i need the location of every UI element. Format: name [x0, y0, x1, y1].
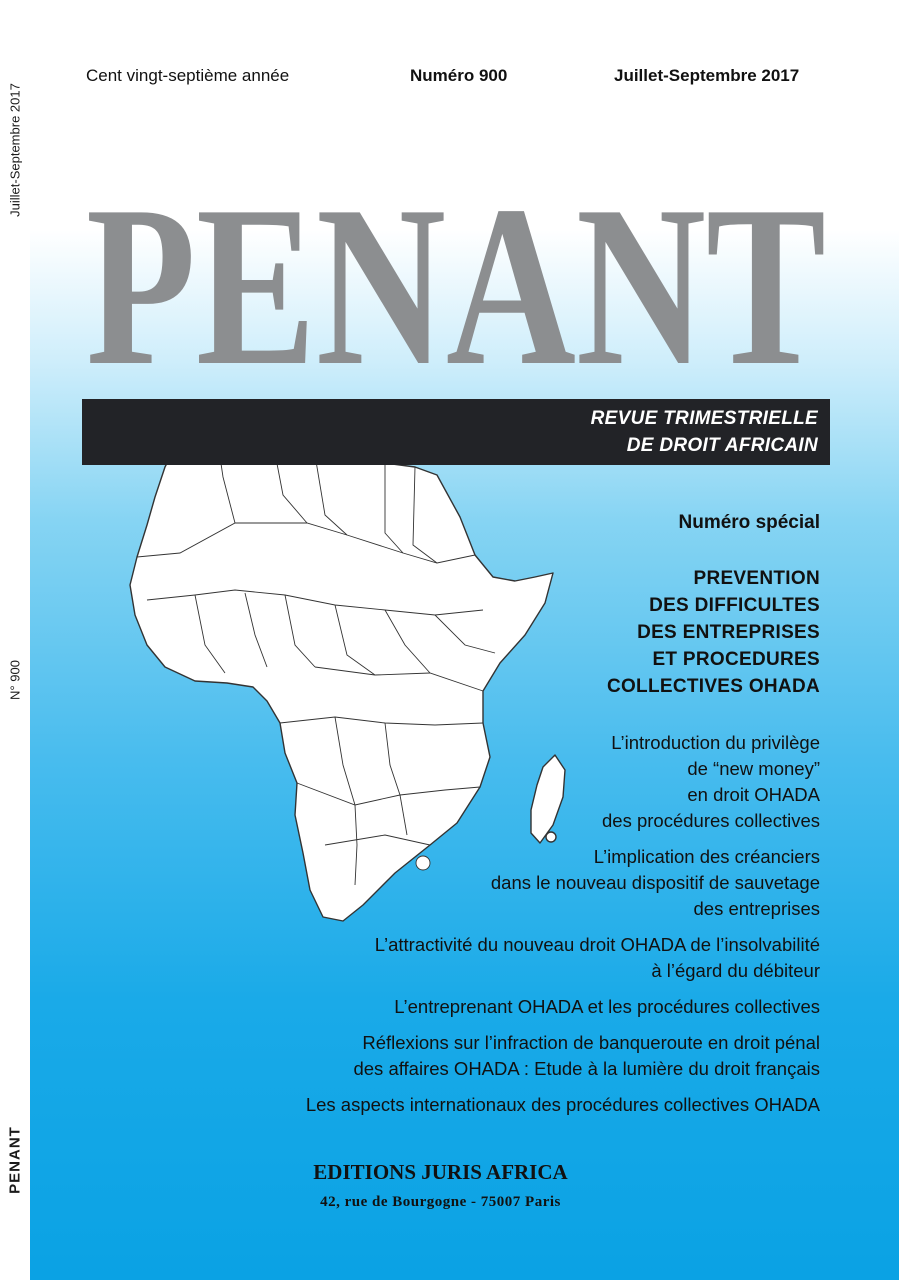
subtitle-band: [82, 399, 830, 465]
theme-line: DES ENTREPRISES: [637, 622, 820, 643]
article-title: L’implication des créanciers dans le nouveau dispositif de sauvetage des entreprises: [490, 846, 820, 919]
spine-issue-number: N° 900: [7, 660, 23, 700]
special-issue-label: Numéro spécial: [678, 512, 820, 533]
publisher-name: EDITIONS JURIS AFRICA: [313, 1160, 568, 1184]
theme-line: PREVENTION: [693, 568, 820, 589]
spine-date: Juillet-Septembre 2017: [7, 83, 23, 217]
issue-theme: [607, 565, 820, 700]
book-spine: [0, 0, 30, 1280]
masthead-title: [86, 193, 826, 368]
masthead-title-text: PENANT: [86, 193, 826, 368]
article-list: [180, 730, 820, 1128]
header-date: Juillet-Septembre 2017: [614, 66, 800, 85]
theme-line: DES DIFFICULTES: [649, 595, 820, 616]
theme-line: ET PROCEDURES: [652, 649, 820, 670]
cover-page: [30, 0, 899, 1280]
header-year: Cent vingt-septième année: [86, 66, 290, 85]
theme-line: COLLECTIVES OHADA: [606, 676, 820, 697]
article-title: L’attractivité du nouveau droit OHADA de l’insolvabilité à l’égard du débiteur: [374, 934, 820, 981]
subtitle-line-1: REVUE TRIMESTRIELLE: [590, 408, 818, 429]
article-title: Les aspects internationaux des procédures collectives OHADA: [305, 1094, 820, 1115]
header-issue-number: Numéro 900: [410, 66, 508, 85]
publisher-address: 42, rue de Bourgogne - 75007 Paris: [320, 1194, 561, 1210]
spine-title: PENANT: [6, 1126, 24, 1194]
article-title: L’introduction du privilège de “new money” en droit OHADA des procédures collectives: [602, 732, 820, 831]
article-title: L’entreprenant OHADA et les procédures collectives: [394, 996, 820, 1017]
article-title: Réflexions sur l’infraction de banqueroute en droit pénal des affaires OHADA : Etude à la lumière du droit français: [353, 1032, 820, 1079]
subtitle-line-2: DE DROIT AFRICAIN: [626, 435, 818, 456]
